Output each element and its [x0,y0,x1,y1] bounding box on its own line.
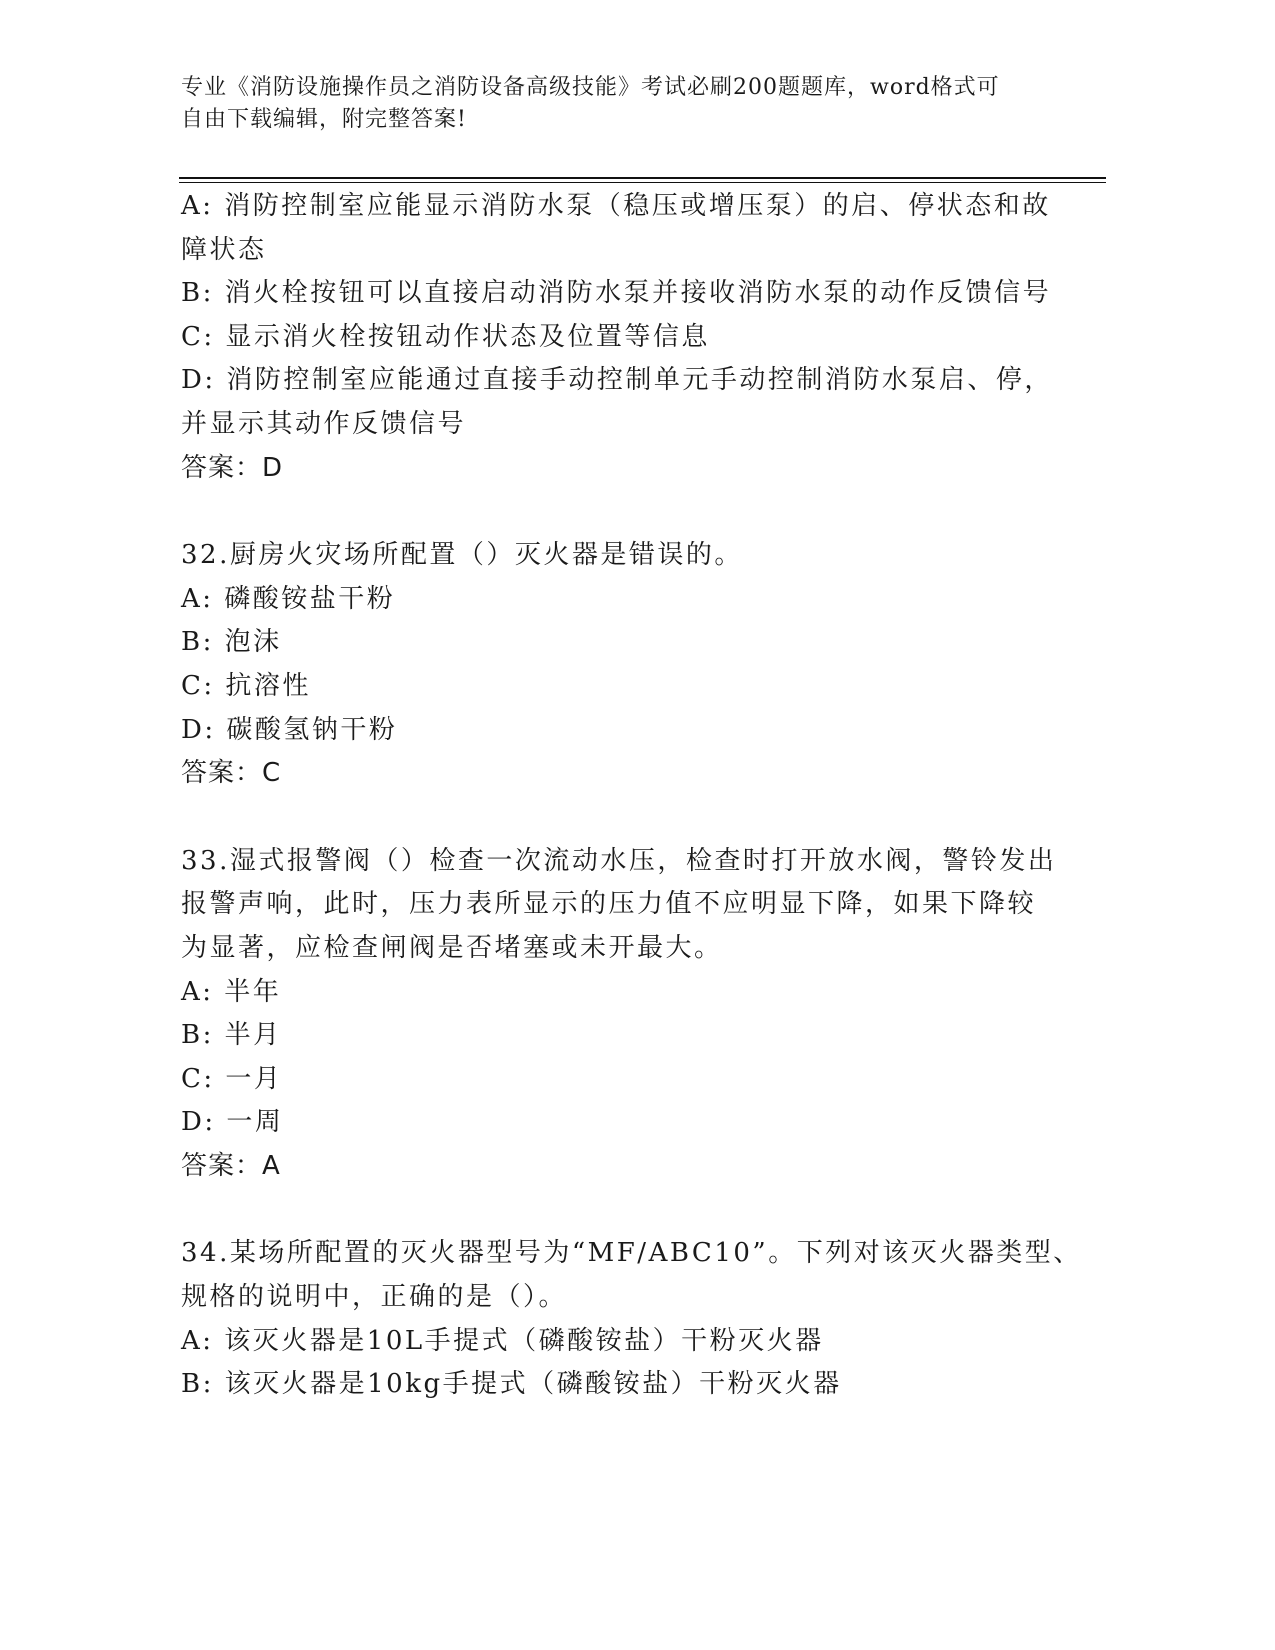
option-c: C: 抗溶性 [181,670,311,701]
option-b: B: 泡沫 [181,627,282,658]
option-a-line-2: 障状态 [181,234,267,265]
question-stem-line-2: 报警声响，此时，压力表所显示的压力值不应明显下降，如果下降较 [181,889,1037,920]
document-header [181,72,1041,136]
option-b: B: 该灭火器是10kg手提式（磷酸铵盐）干粉灭火器 [181,1369,842,1400]
option-d-line-2: 并显示其动作反馈信号 [181,408,467,439]
question-list [181,185,1082,1407]
option-a: A: 磷酸铵盐干粉 [181,583,396,614]
question-33-block [181,840,1057,1189]
option-a: A: 该灭火器是10L手提式（磷酸铵盐）干粉灭火器 [181,1325,824,1356]
question-stem-line-2: 规格的说明中，正确的是（）。 [181,1282,568,1313]
option-c: C: 一月 [181,1063,283,1094]
question-stem-line-1: 34.某场所配置的灭火器型号为“MF/ABC10”。下列对该灭火器类型、 [181,1238,1082,1269]
spacer [181,1188,1051,1232]
answer: 答案：D [181,452,284,483]
question-34-block [181,1232,1082,1406]
option-a: A: 半年 [181,976,282,1007]
header-divider-thick [179,177,1106,179]
option-d: D: 碳酸氢钠干粉 [181,714,398,745]
question-stem-line-1: 33.湿式报警阀（）检查一次流动水压，检查时打开放水阀，警铃发出 [181,845,1057,876]
option-d-line-1: D: 消防控制室应能通过直接手动控制单元手动控制消防水泵启、停， [181,365,1053,396]
spacer [181,490,1051,534]
answer: 答案：C [181,758,282,789]
option-a-line-1: A: 消防控制室应能显示消防水泵（稳压或增压泵）的启、停状态和故 [181,191,1051,221]
question-stem-line-3: 为显著，应检查闸阀是否堵塞或未开最大。 [181,932,723,963]
header-divider-thin [179,182,1106,183]
option-b: B: 消火栓按钮可以直接启动消防水泵并接收消防水泵的动作反馈信号 [181,278,1052,309]
spacer [181,796,1051,840]
option-c: C: 显示消火栓按钮动作状态及位置等信息 [181,321,710,352]
question-32-block [181,534,1051,796]
question-31-block [181,185,1051,490]
header-line-2: 自由下载编辑，附完整答案! [181,107,467,132]
answer: 答案：A [181,1150,281,1181]
header-line-1: 专业《消防设施操作员之消防设备高级技能》考试必刷200题题库，word格式可 [181,75,1000,100]
question-stem: 32.厨房火灾场所配置（）灭火器是错误的。 [181,540,743,571]
option-b: B: 半月 [181,1020,282,1051]
option-d: D: 一周 [181,1107,284,1138]
